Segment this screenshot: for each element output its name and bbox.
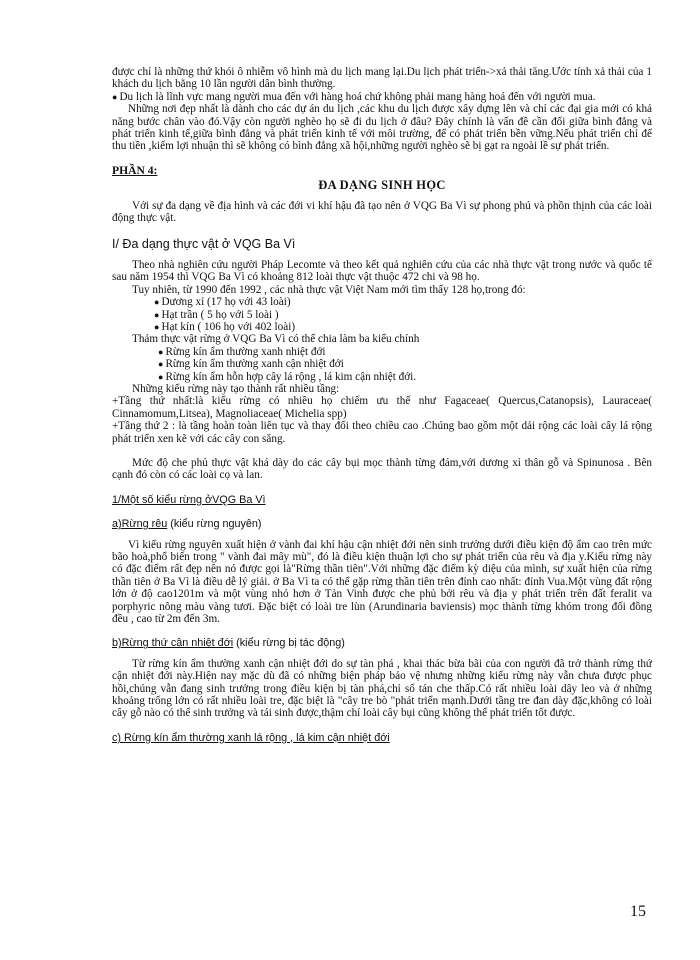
forest-a-note: (kiểu rừng nguyên)	[167, 518, 262, 531]
section-heading: I/ Đa dạng thực vật ở VQG Ba Vì	[112, 237, 296, 252]
forest-a-label: a)Rừng rêu	[112, 518, 168, 531]
part-label	[112, 165, 652, 177]
part-label-text: PHẦN 4:	[112, 163, 158, 177]
forest-c-heading: c) Rừng kín ẩm thường xanh lá rộng , lá kim cận nhiệt đới	[112, 731, 390, 744]
forest-b-label: b)Rừng thứ cận nhiệt đới	[112, 637, 234, 650]
page-number: 15	[630, 903, 646, 920]
part-intro: Với sự đa dạng về địa hình và các đới vi khí hậu đã tạo nên ở VQG Ba Vì sự phong phú và phồn thịnh của các loài động thực vật.	[112, 199, 652, 225]
layer-two-paragraph: +Tầng thứ 2 : là tầng hoàn toàn liên tục và thay đổi theo chiều cao .Chúng bao gồm một dải rộng các loài cây lá rộng phát triển xen kẽ với các cây con săng.	[112, 420, 652, 445]
subsection-heading: 1/Một số kiểu rừng ởVQG Ba Vì	[112, 493, 266, 506]
intro-bullet	[112, 91, 652, 103]
intro-paragraph-2: Những nơi đẹp nhất là dành cho các dự án du lịch ,các khu du lịch được xây dựng lên và chỉ các đại gia mới có khả năng bước chân vào đó.Vậy còn người nghèo họ sẽ đi du lịch ở đâu? Đây chính là vấn đề cần đối giữa bình đẳng và phát triển kinh tế,giữa bình đẳng và phát triển kinh tế với môi trường, để có phát triển bền vững.Nếu phát triển chỉ để thu tiền ,kiếm lợi nhuận thì sẽ không có bình đẳng xã hội,những người nghèo sẽ bị gạt ra ngoài lề sự phát triển.	[112, 103, 652, 153]
section-paragraph-4: Những kiểu rừng này tạo thành rất nhiều tầng:	[132, 382, 340, 395]
section-paragraph-3: Thảm thực vật rừng ở VQG Ba Vì có thể chia làm ba kiểu chính	[132, 333, 420, 346]
bullet-icon: ●	[154, 321, 160, 332]
bullet-icon: ●	[154, 309, 160, 320]
section-paragraph: Theo nhà nghiên cứu người Pháp Lecomte và theo kết quả nghiên cứu của các nhà thực vật trong nước và quốc tế sau năm 1954 thì VQG Ba Vì có khoảng 812 loài thực vật thuộc 472 chi và 98 họ.	[112, 258, 652, 284]
stat-item	[112, 296, 652, 308]
stat-item	[112, 321, 652, 333]
stat-item-text: Hạt kín ( 106 họ với 402 loài)	[161, 320, 296, 333]
bullet-icon: ●	[112, 91, 118, 102]
forest-type-item	[112, 346, 652, 358]
bullet-icon: ●	[158, 371, 164, 382]
stat-item-text: Hạt trần ( 5 họ với 5 loài )	[161, 308, 279, 321]
stat-item	[112, 309, 652, 321]
part-title: ĐA DẠNG SINH HỌC	[318, 178, 446, 193]
forest-a-heading	[112, 518, 652, 530]
section-paragraph-2: Tuy nhiên, từ 1990 đến 1992 , các nhà thực vật Việt Nam mới tìm thấy 128 họ,trong đó:	[132, 283, 526, 296]
layer-one-paragraph: +Tầng thứ nhất:là kiểu rừng có nhiều họ chiếm ưu thế như Fagaceae( Quercus,Catanopsis), Lauraceae( Cinnamomum,Litsea), Magnoliaceae( Michelia spp)	[112, 395, 652, 420]
bullet-icon: ●	[158, 359, 164, 370]
forest-b-paragraph: Từ rừng kín ẩm thường xanh cận nhiệt đới do sự tàn phá , khai thác bừa bãi của con người đã trở thành rừng thứ cận nhiệt đới này.Hiện nay mặc dù đã có những biện pháp bảo vệ nhưng những kiểu rừng này vẫn chưa được phục hồi,chúng vẫn đang sinh trưởng trong điều kiện bị tàn phá,chỉ số tán che thấp.Có rất nhiều loài dây leo và ở những khoảng trống lớn có rất nhiều loài tre, đặc biệt là "cây tre bò "phát triển mạnh.Dưới tầng tre đan dày đặc,không có loài cây gỗ nào có thể sinh trưởng và tái sinh được,thậm chí loài cây bụi cũng không thể phát triển tốt được.	[112, 657, 652, 720]
forest-type-text: Rừng kín ẩm hỗn hợp cây lá rộng , lá kim cận nhiệt đới.	[165, 370, 417, 383]
stat-item-text: Dương xỉ (17 họ với 43 loài)	[161, 296, 291, 309]
forest-type-item	[112, 358, 652, 370]
forest-type-item	[112, 371, 652, 383]
forest-a-paragraph: Vì kiểu rừng nguyên xuất hiện ở vành đai khí hậu cận nhiệt đới nên sinh trưởng dưới điều kiện độ ẩm cao trên mức bão hoà,phổ biến trong " vành đai mây mù", đó là điều kiện thuận lợi cho sự phát triển của rêu và địa y.Kiểu rừng này có đặc điểm rất đẹp nên nó được gọi là"Rừng thần tiên".Với những đặc điểm kỳ diệu của mình, sự xuất hiện của rừng thần tiên ở Ba Vì là điều dễ lý giải. ở Ba Vì ta có thể gặp rừng thần tiên trên đỉnh cao nhất: đỉnh Vua.Một vùng đất rộng lớn ở độ cao1201m và một vùng nhỏ hơn ở Tản Vinh được che phủ bởi rêu và địa y phát triển trên đất feralit va porphyric nông màu vàng tươi. Đặc biệt có loài tre lùn (Arundinaria baviensis) mọc thành từng khóm trong đối đồng đều , cao từ 2m đến 3m.	[112, 538, 652, 626]
bullet-icon: ●	[154, 297, 160, 308]
forest-type-text: Rừng kín ẩm thường xanh cận nhiệt đới	[165, 358, 344, 371]
forest-type-text: Rừng kín ẩm thường xanh nhiệt đới	[165, 345, 326, 358]
bullet-icon: ●	[158, 346, 164, 357]
page-content	[112, 66, 652, 744]
intro-paragraph: được chỉ là những thứ khói ô nhiễm vô hình mà du lịch mang lại.Du lịch phát triển->xả thải tăng.Ước tính xả thải của 1 khách du lịch bằng 10 lần người dân bình thường.	[112, 66, 652, 91]
coverage-paragraph: Mức độ che phủ thực vật khá dày do các cây bụi mọc thành từng đám,với dương xỉ thân gỗ và Spinunosa . Bên cạnh đó còn có các loài cọ và lan.	[112, 456, 652, 482]
intro-bullet-text: Du lịch là lĩnh vực mang người mua đến với hàng hoá chứ không phải mang hàng hoá đến với người mua.	[119, 90, 596, 103]
forest-b-note: (kiểu rừng bị tác động)	[233, 637, 345, 650]
forest-b-heading	[112, 637, 652, 649]
